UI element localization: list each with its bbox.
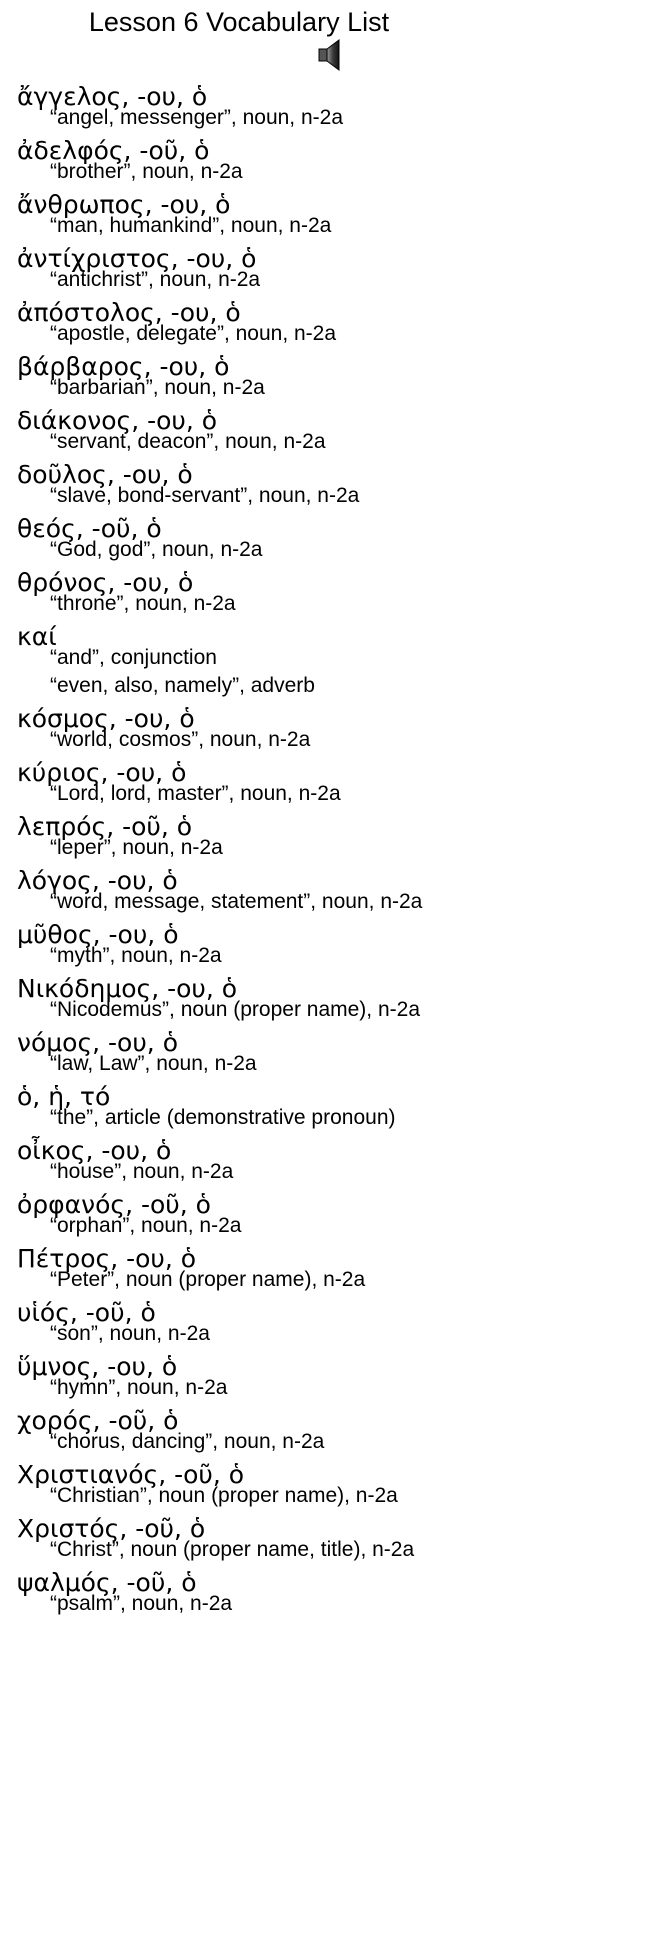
vocab-entry xyxy=(0,80,664,134)
vocab-entry xyxy=(0,1134,664,1188)
greek-lemma: κύριος, -ου, ὁ xyxy=(17,758,187,787)
greek-lemma: λόγος, -ου, ὁ xyxy=(17,866,178,895)
vocab-entry xyxy=(0,1404,664,1458)
english-gloss: “apostle, delegate”, noun, n-2a xyxy=(50,322,337,345)
greek-lemma: ὀρφανός, -οῦ, ὁ xyxy=(17,1190,211,1219)
english-gloss: “slave, bond-servant”, noun, n-2a xyxy=(50,484,360,507)
vocab-entry xyxy=(0,1026,664,1080)
vocab-entry xyxy=(0,1296,664,1350)
vocab-entry xyxy=(0,810,664,864)
english-gloss: “servant, deacon”, noun, n-2a xyxy=(50,430,326,453)
english-gloss: “house”, noun, n-2a xyxy=(50,1160,234,1183)
greek-lemma: χορός, -οῦ, ὁ xyxy=(17,1406,179,1435)
vocab-entry xyxy=(0,1458,664,1512)
vocab-entry xyxy=(0,566,664,620)
english-gloss: “psalm”, noun, n-2a xyxy=(50,1592,233,1615)
english-gloss: “angel, messenger”, noun, n-2a xyxy=(50,106,344,129)
vocab-entry xyxy=(0,864,664,918)
vocab-entry xyxy=(0,512,664,566)
english-gloss: “leper”, noun, n-2a xyxy=(50,836,223,859)
english-gloss: “orphan”, noun, n-2a xyxy=(50,1214,242,1237)
english-gloss: “and”, conjunction xyxy=(50,646,217,669)
vocab-entry xyxy=(0,134,664,188)
greek-lemma: Χριστιανός, -οῦ, ὁ xyxy=(17,1460,245,1489)
english-gloss: “throne”, noun, n-2a xyxy=(50,592,236,615)
greek-lemma: κόσμος, -ου, ὁ xyxy=(17,704,195,733)
greek-lemma: ἄγγελος, -ου, ὁ xyxy=(17,82,208,111)
greek-lemma: ὁ, ἡ, τό xyxy=(17,1082,111,1111)
vocab-entry xyxy=(0,1512,664,1566)
english-gloss: “law, Law”, noun, n-2a xyxy=(50,1052,257,1075)
english-gloss: “Lord, lord, master”, noun, n-2a xyxy=(50,782,341,805)
greek-lemma: ἀδελφός, -οῦ, ὁ xyxy=(17,136,210,165)
greek-lemma: ὕμνος, -ου, ὁ xyxy=(17,1352,178,1381)
english-gloss: “world, cosmos”, noun, n-2a xyxy=(50,728,311,751)
greek-lemma: καί xyxy=(17,622,57,651)
speaker-icon[interactable] xyxy=(317,38,343,72)
greek-lemma: ἀπόστολος, -ου, ὁ xyxy=(17,298,241,327)
vocab-entry xyxy=(0,188,664,242)
english-gloss: “antichrist”, noun, n-2a xyxy=(50,268,261,291)
vocab-entry xyxy=(0,918,664,972)
english-gloss: “the”, article (demonstrative pronoun) xyxy=(50,1106,396,1129)
vocab-entry xyxy=(0,702,664,756)
greek-lemma: ἀντίχριστος, -ου, ὁ xyxy=(17,244,257,273)
greek-lemma: θεός, -οῦ, ὁ xyxy=(17,514,162,543)
greek-lemma: μῦθος, -ου, ὁ xyxy=(17,920,179,949)
greek-lemma: θρόνος, -ου, ὁ xyxy=(17,568,194,597)
vocab-entry xyxy=(0,242,664,296)
english-gloss: “man, humankind”, noun, n-2a xyxy=(50,214,332,237)
greek-lemma: ψαλμός, -οῦ, ὁ xyxy=(17,1568,197,1597)
english-gloss: “Peter”, noun (proper name), n-2a xyxy=(50,1268,366,1291)
greek-lemma: υἱός, -οῦ, ὁ xyxy=(17,1298,156,1327)
english-gloss: “son”, noun, n-2a xyxy=(50,1322,210,1345)
greek-lemma: δοῦλος, -ου, ὁ xyxy=(17,460,193,489)
vocab-entry xyxy=(0,458,664,512)
vocab-entry xyxy=(0,1188,664,1242)
english-gloss: “word, message, statement”, noun, n-2a xyxy=(50,890,423,913)
english-gloss: “barbarian”, noun, n-2a xyxy=(50,376,265,399)
english-gloss: “chorus, dancing”, noun, n-2a xyxy=(50,1430,325,1453)
greek-lemma: ἄνθρωπος, -ου, ὁ xyxy=(17,190,231,219)
english-gloss: “God, god”, noun, n-2a xyxy=(50,538,263,561)
greek-lemma: λεπρός, -οῦ, ὁ xyxy=(17,812,193,841)
greek-lemma: νόμος, -ου, ὁ xyxy=(17,1028,178,1057)
vocab-entry xyxy=(0,350,664,404)
vocab-entry xyxy=(0,1350,664,1404)
english-gloss: “even, also, namely”, adverb xyxy=(50,674,315,697)
page-title: Lesson 6 Vocabulary List xyxy=(88,7,390,37)
english-gloss: “hymn”, noun, n-2a xyxy=(50,1376,228,1399)
greek-lemma: Πέτρος, -ου, ὁ xyxy=(17,1244,197,1273)
vocab-entry xyxy=(0,296,664,350)
vocab-entry xyxy=(0,1080,664,1134)
vocab-entry xyxy=(0,756,664,810)
vocab-entry xyxy=(0,620,664,702)
english-gloss: “Nicodemus”, noun (proper name), n-2a xyxy=(50,998,421,1021)
greek-lemma: Νικόδημος, -ου, ὁ xyxy=(17,974,238,1003)
english-gloss: “brother”, noun, n-2a xyxy=(50,160,243,183)
greek-lemma: οἶκος, -ου, ὁ xyxy=(17,1136,172,1165)
greek-lemma: Χριστός, -οῦ, ὁ xyxy=(17,1514,206,1543)
english-gloss: “Christian”, noun (proper name), n-2a xyxy=(50,1484,398,1507)
vocab-entry xyxy=(0,1566,664,1620)
greek-lemma: βάρβαρος, -ου, ὁ xyxy=(17,352,230,381)
english-gloss: “myth”, noun, n-2a xyxy=(50,944,222,967)
english-gloss: “Christ”, noun (proper name, title), n-2a xyxy=(50,1538,415,1561)
vocab-entry xyxy=(0,972,664,1026)
vocab-entry xyxy=(0,404,664,458)
vocab-entry xyxy=(0,1242,664,1296)
greek-lemma: διάκονος, -ου, ὁ xyxy=(17,406,218,435)
